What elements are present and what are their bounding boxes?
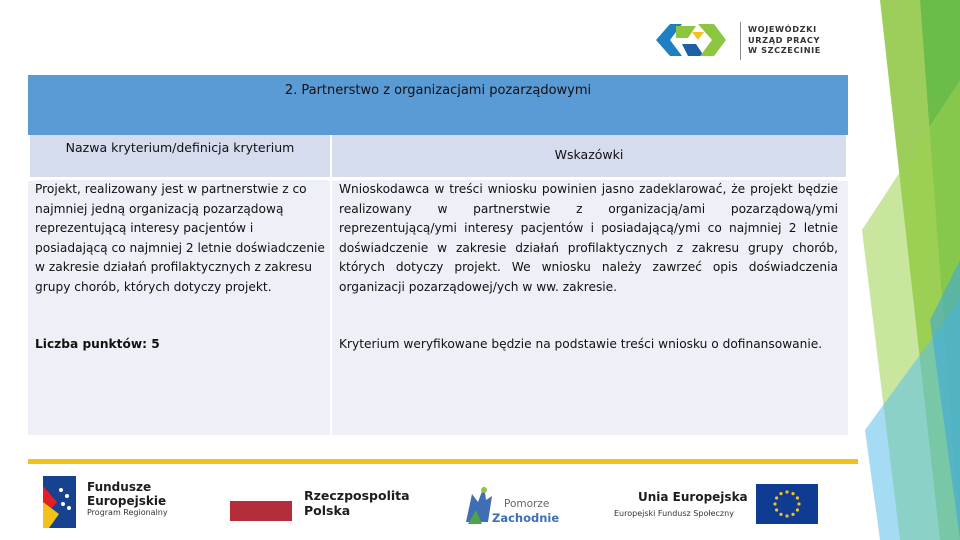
ue-subtitle: Europejski Fundusz Społeczny [614, 509, 734, 518]
wup-logo-icon [652, 18, 732, 64]
points-label: Liczba punktów: 5 [35, 337, 160, 351]
criteria-table [28, 73, 848, 435]
eu-flag-icon [756, 484, 818, 524]
table-title-row [28, 73, 848, 135]
table-header-row [28, 135, 848, 179]
points-cell [35, 335, 327, 355]
poland-flag-white [230, 482, 292, 501]
footer-logos [0, 466, 960, 540]
fe-stars-icon [43, 476, 76, 528]
col1-header: Nazwa kryterium/definicja kryterium [30, 135, 330, 177]
table-title: 2. Partnerstwo z organizacjami pozarządowymi [284, 83, 592, 98]
unia-europejska-logo [614, 484, 824, 528]
logo-text: WOJEWÓDZKI URZĄD PRACY W SZCZECINIE [748, 24, 821, 55]
footer-accent-line [28, 459, 858, 464]
rp-text: Rzeczpospolita Polska [304, 488, 410, 518]
pz-text-2: Zachodnie [492, 511, 560, 525]
ue-title: Unia Europejska [638, 490, 748, 504]
fundusze-europejskie-logo [43, 476, 183, 532]
pz-text-1: Pomorze [504, 498, 550, 510]
guidance-cell: Wnioskodawca w treści wniosku powinien jasno zadeklarować, że projekt będzie realizowany w partnerstwie z organizacją/ami pozarządową/ymi reprezentującą/ymi interesy pacjentów i posiadającą/ymi co najmniej 2 letnie doświadczenie w zakresie działań profilaktycznych z zakresu grupy chorób, których dotyczy projekt. We wniosku należy zawrzeć opis doświadczenia organizacji pozarządowej/ych w ww. zakresie. [339, 180, 838, 298]
col2-header: Wskazówki [332, 135, 846, 177]
wup-szczecin-logo [652, 18, 832, 66]
poland-flag-red [230, 501, 292, 521]
fe-subtitle: Program Regionalny [87, 508, 168, 517]
column-divider [330, 179, 332, 435]
fe-title: Fundusze Europejskie [87, 480, 167, 508]
verification-cell: Kryterium weryfikowane będzie na podstawie treści wniosku o dofinansowanie. [339, 335, 838, 355]
pomorze-griffin-icon [462, 482, 496, 528]
criterion-definition-cell: Projekt, realizowany jest w partnerstwie z co najmniej jedną organizacją pozarządową reprezentującą interesy pacjentów i posiadającą co najmniej 2 letnie doświadczenie w zakresie działań profilaktycznych z zakresu grupy chorób, których dotyczy projekt. [35, 180, 327, 298]
rzeczpospolita-polska-logo [230, 482, 430, 526]
pomorze-zachodnie-logo [462, 480, 572, 530]
logo-divider [740, 22, 741, 60]
